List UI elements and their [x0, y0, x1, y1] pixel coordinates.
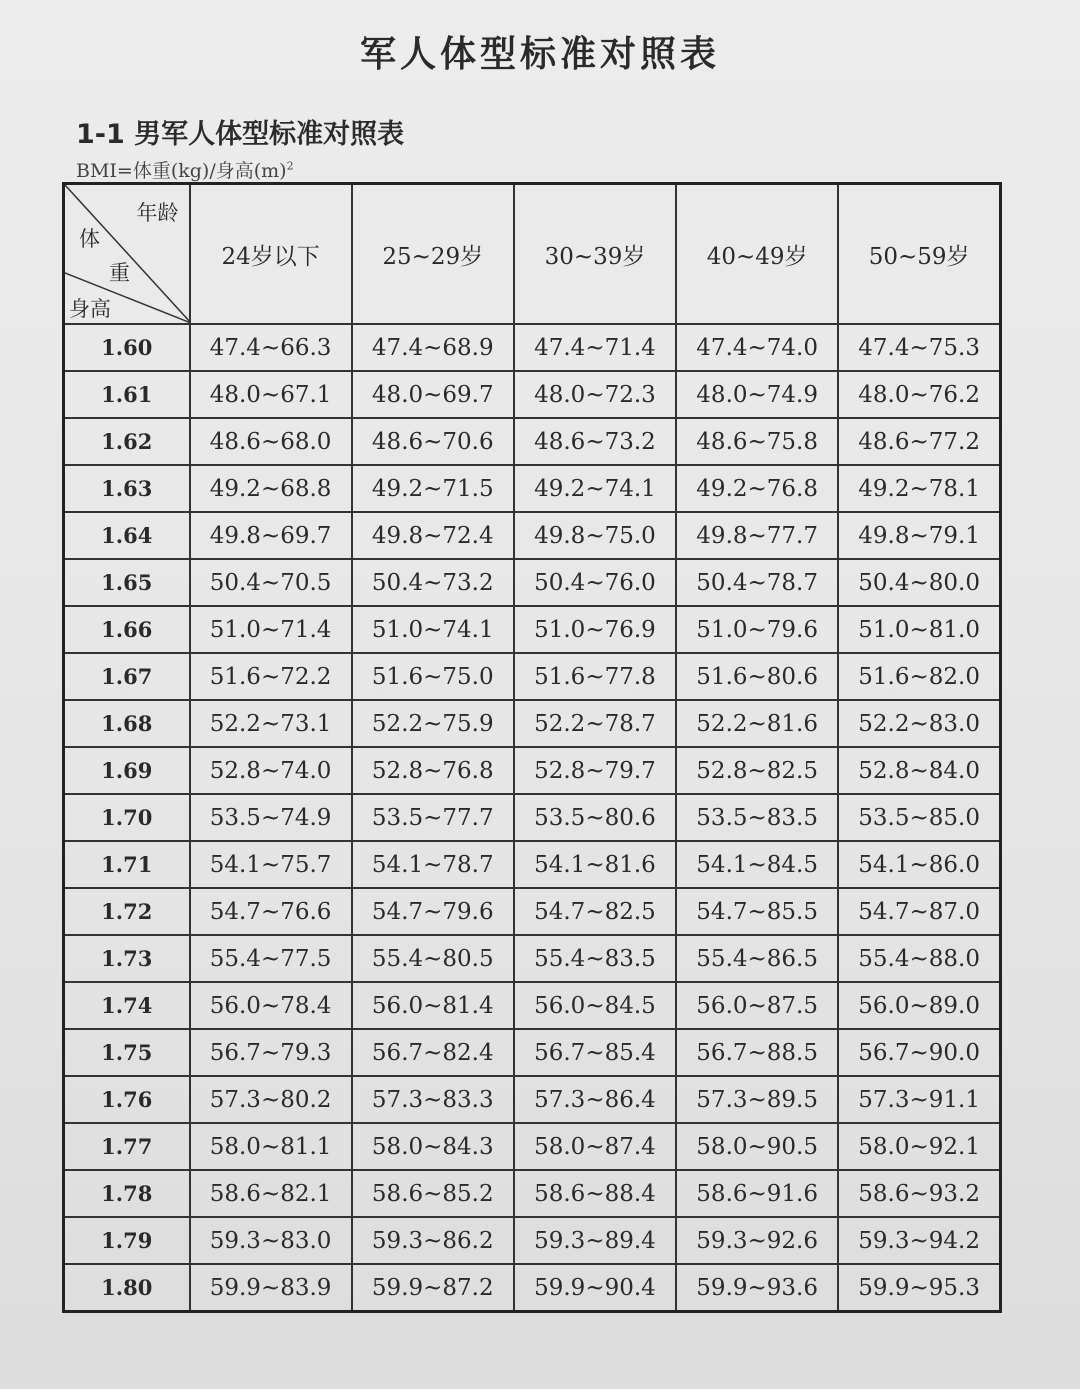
table-row — [64, 512, 1001, 559]
weight-range-cell: 48.6~73.2 — [514, 418, 676, 465]
weight-range-cell: 55.4~86.5 — [676, 935, 838, 982]
weight-range-cell: 58.0~90.5 — [676, 1123, 838, 1170]
weight-range-cell: 49.8~79.1 — [838, 512, 1000, 559]
weight-range-cell: 52.2~78.7 — [514, 700, 676, 747]
weight-range-cell: 50.4~76.0 — [514, 559, 676, 606]
weight-range-cell: 54.1~78.7 — [352, 841, 514, 888]
weight-range-cell: 47.4~66.3 — [190, 324, 352, 371]
weight-range-cell: 51.0~79.6 — [676, 606, 838, 653]
weight-range-cell: 49.8~69.7 — [190, 512, 352, 559]
weight-range-cell: 52.8~79.7 — [514, 747, 676, 794]
height-cell: 1.63 — [64, 465, 190, 512]
weight-range-cell: 49.2~68.8 — [190, 465, 352, 512]
weight-range-cell: 48.0~72.3 — [514, 371, 676, 418]
height-cell: 1.65 — [64, 559, 190, 606]
height-cell: 1.80 — [64, 1264, 190, 1312]
table-row — [64, 559, 1001, 606]
weight-range-cell: 55.4~83.5 — [514, 935, 676, 982]
table-row — [64, 935, 1001, 982]
age-group-header: 25~29岁 — [352, 184, 514, 325]
table-row — [64, 794, 1001, 841]
weight-range-cell: 58.0~81.1 — [190, 1123, 352, 1170]
weight-range-cell: 48.6~77.2 — [838, 418, 1000, 465]
weight-range-cell: 58.6~93.2 — [838, 1170, 1000, 1217]
weight-range-cell: 55.4~77.5 — [190, 935, 352, 982]
table-row — [64, 1264, 1001, 1312]
weight-range-cell: 59.9~95.3 — [838, 1264, 1000, 1312]
table-row — [64, 1217, 1001, 1264]
height-cell: 1.69 — [64, 747, 190, 794]
height-cell: 1.76 — [64, 1076, 190, 1123]
bmi-standard-table — [62, 182, 1002, 1313]
weight-range-cell: 48.0~69.7 — [352, 371, 514, 418]
weight-range-cell: 52.8~82.5 — [676, 747, 838, 794]
table-row — [64, 1076, 1001, 1123]
weight-range-cell: 52.2~75.9 — [352, 700, 514, 747]
weight-range-cell: 48.0~76.2 — [838, 371, 1000, 418]
weight-range-cell: 56.0~89.0 — [838, 982, 1000, 1029]
page-title: 军人体型标准对照表 — [359, 34, 720, 75]
height-cell: 1.71 — [64, 841, 190, 888]
weight-range-cell: 51.6~77.8 — [514, 653, 676, 700]
weight-range-cell: 57.3~80.2 — [190, 1076, 352, 1123]
height-cell: 1.78 — [64, 1170, 190, 1217]
weight-range-cell: 53.5~77.7 — [352, 794, 514, 841]
corner-label-age: 年龄 — [136, 201, 179, 225]
weight-range-cell: 52.8~74.0 — [190, 747, 352, 794]
weight-range-cell: 48.6~70.6 — [352, 418, 514, 465]
age-group-header: 40~49岁 — [676, 184, 838, 325]
height-cell: 1.72 — [64, 888, 190, 935]
weight-range-cell: 47.4~68.9 — [352, 324, 514, 371]
weight-range-cell: 49.2~71.5 — [352, 465, 514, 512]
table-row — [64, 841, 1001, 888]
weight-range-cell: 57.3~83.3 — [352, 1076, 514, 1123]
weight-range-cell: 58.6~88.4 — [514, 1170, 676, 1217]
weight-range-cell: 52.8~84.0 — [838, 747, 1000, 794]
weight-range-cell: 55.4~80.5 — [352, 935, 514, 982]
table-row — [64, 700, 1001, 747]
height-cell: 1.75 — [64, 1029, 190, 1076]
weight-range-cell: 57.3~91.1 — [838, 1076, 1000, 1123]
weight-range-cell: 59.9~90.4 — [514, 1264, 676, 1312]
table-row — [64, 371, 1001, 418]
weight-range-cell: 50.4~80.0 — [838, 559, 1000, 606]
weight-range-cell: 51.6~75.0 — [352, 653, 514, 700]
weight-range-cell: 54.7~82.5 — [514, 888, 676, 935]
weight-range-cell: 56.0~78.4 — [190, 982, 352, 1029]
height-cell: 1.77 — [64, 1123, 190, 1170]
table-row — [64, 747, 1001, 794]
weight-range-cell: 57.3~89.5 — [676, 1076, 838, 1123]
weight-range-cell: 54.1~75.7 — [190, 841, 352, 888]
weight-range-cell: 56.7~85.4 — [514, 1029, 676, 1076]
weight-range-cell: 59.3~89.4 — [514, 1217, 676, 1264]
weight-range-cell: 54.7~85.5 — [676, 888, 838, 935]
table-row — [64, 1029, 1001, 1076]
weight-range-cell: 59.3~83.0 — [190, 1217, 352, 1264]
height-cell: 1.73 — [64, 935, 190, 982]
table-row — [64, 982, 1001, 1029]
table-row — [64, 465, 1001, 512]
weight-range-cell: 48.0~74.9 — [676, 371, 838, 418]
weight-range-cell: 51.6~72.2 — [190, 653, 352, 700]
table-row — [64, 418, 1001, 465]
weight-range-cell: 59.9~87.2 — [352, 1264, 514, 1312]
weight-range-cell: 48.6~75.8 — [676, 418, 838, 465]
weight-range-cell: 51.6~82.0 — [838, 653, 1000, 700]
weight-range-cell: 57.3~86.4 — [514, 1076, 676, 1123]
weight-range-cell: 51.0~71.4 — [190, 606, 352, 653]
weight-range-cell: 58.0~92.1 — [838, 1123, 1000, 1170]
height-cell: 1.62 — [64, 418, 190, 465]
weight-range-cell: 58.6~82.1 — [190, 1170, 352, 1217]
corner-label-height: 身高 — [69, 297, 111, 321]
weight-range-cell: 56.0~87.5 — [676, 982, 838, 1029]
weight-range-cell: 53.5~85.0 — [838, 794, 1000, 841]
weight-range-cell: 47.4~74.0 — [676, 324, 838, 371]
height-cell: 1.64 — [64, 512, 190, 559]
weight-range-cell: 49.8~72.4 — [352, 512, 514, 559]
weight-range-cell: 51.0~81.0 — [838, 606, 1000, 653]
weight-range-cell: 56.7~82.4 — [352, 1029, 514, 1076]
bmi-formula — [76, 156, 294, 183]
bmi-formula-exponent: 2 — [286, 159, 294, 173]
weight-range-cell: 54.7~79.6 — [352, 888, 514, 935]
weight-range-cell: 56.0~84.5 — [514, 982, 676, 1029]
weight-range-cell: 53.5~80.6 — [514, 794, 676, 841]
weight-range-cell: 51.6~80.6 — [676, 653, 838, 700]
weight-range-cell: 49.2~74.1 — [514, 465, 676, 512]
height-cell: 1.60 — [64, 324, 190, 371]
weight-range-cell: 54.7~87.0 — [838, 888, 1000, 935]
weight-range-cell: 53.5~83.5 — [676, 794, 838, 841]
weight-range-cell: 52.2~81.6 — [676, 700, 838, 747]
weight-range-cell: 59.9~83.9 — [190, 1264, 352, 1312]
corner-label-weight-1: 体 — [79, 227, 100, 251]
weight-range-cell: 59.3~86.2 — [352, 1217, 514, 1264]
height-cell: 1.79 — [64, 1217, 190, 1264]
weight-range-cell: 52.2~83.0 — [838, 700, 1000, 747]
height-cell: 1.66 — [64, 606, 190, 653]
table-row — [64, 1123, 1001, 1170]
weight-range-cell: 51.0~76.9 — [514, 606, 676, 653]
table-row — [64, 1170, 1001, 1217]
age-group-header: 50~59岁 — [838, 184, 1000, 325]
corner-header-cell — [64, 184, 190, 325]
weight-range-cell: 59.9~93.6 — [676, 1264, 838, 1312]
weight-range-cell: 54.1~81.6 — [514, 841, 676, 888]
table-row — [64, 324, 1001, 371]
height-cell: 1.68 — [64, 700, 190, 747]
table-row — [64, 888, 1001, 935]
weight-range-cell: 54.7~76.6 — [190, 888, 352, 935]
weight-range-cell: 47.4~71.4 — [514, 324, 676, 371]
weight-range-cell: 52.8~76.8 — [352, 747, 514, 794]
weight-range-cell: 58.0~84.3 — [352, 1123, 514, 1170]
weight-range-cell: 58.0~87.4 — [514, 1123, 676, 1170]
weight-range-cell: 49.2~76.8 — [676, 465, 838, 512]
weight-range-cell: 50.4~70.5 — [190, 559, 352, 606]
section-title: 1-1 男军人体型标准对照表 — [76, 119, 405, 150]
table-row — [64, 653, 1001, 700]
table-body — [64, 324, 1001, 1312]
weight-range-cell: 56.7~90.0 — [838, 1029, 1000, 1076]
weight-range-cell: 58.6~85.2 — [352, 1170, 514, 1217]
weight-range-cell: 51.0~74.1 — [352, 606, 514, 653]
weight-range-cell: 54.1~86.0 — [838, 841, 1000, 888]
weight-range-cell: 56.7~79.3 — [190, 1029, 352, 1076]
weight-range-cell: 48.6~68.0 — [190, 418, 352, 465]
weight-range-cell: 59.3~94.2 — [838, 1217, 1000, 1264]
weight-range-cell: 52.2~73.1 — [190, 700, 352, 747]
height-cell: 1.61 — [64, 371, 190, 418]
table-header-row — [64, 184, 1001, 325]
height-cell: 1.70 — [64, 794, 190, 841]
age-group-header: 30~39岁 — [514, 184, 676, 325]
height-cell: 1.74 — [64, 982, 190, 1029]
weight-range-cell: 49.2~78.1 — [838, 465, 1000, 512]
weight-range-cell: 56.0~81.4 — [352, 982, 514, 1029]
weight-range-cell: 54.1~84.5 — [676, 841, 838, 888]
weight-range-cell: 48.0~67.1 — [190, 371, 352, 418]
bmi-formula-text: BMI=体重(kg)/身高(m) — [76, 160, 287, 182]
weight-range-cell: 47.4~75.3 — [838, 324, 1000, 371]
weight-range-cell: 49.8~77.7 — [676, 512, 838, 559]
age-group-header: 24岁以下 — [190, 184, 352, 325]
weight-range-cell: 50.4~78.7 — [676, 559, 838, 606]
weight-range-cell: 50.4~73.2 — [352, 559, 514, 606]
weight-range-cell: 49.8~75.0 — [514, 512, 676, 559]
height-cell: 1.67 — [64, 653, 190, 700]
weight-range-cell: 53.5~74.9 — [190, 794, 352, 841]
corner-label-weight-2: 重 — [109, 261, 130, 285]
weight-range-cell: 59.3~92.6 — [676, 1217, 838, 1264]
weight-range-cell: 58.6~91.6 — [676, 1170, 838, 1217]
table-row — [64, 606, 1001, 653]
weight-range-cell: 56.7~88.5 — [676, 1029, 838, 1076]
weight-range-cell: 55.4~88.0 — [838, 935, 1000, 982]
